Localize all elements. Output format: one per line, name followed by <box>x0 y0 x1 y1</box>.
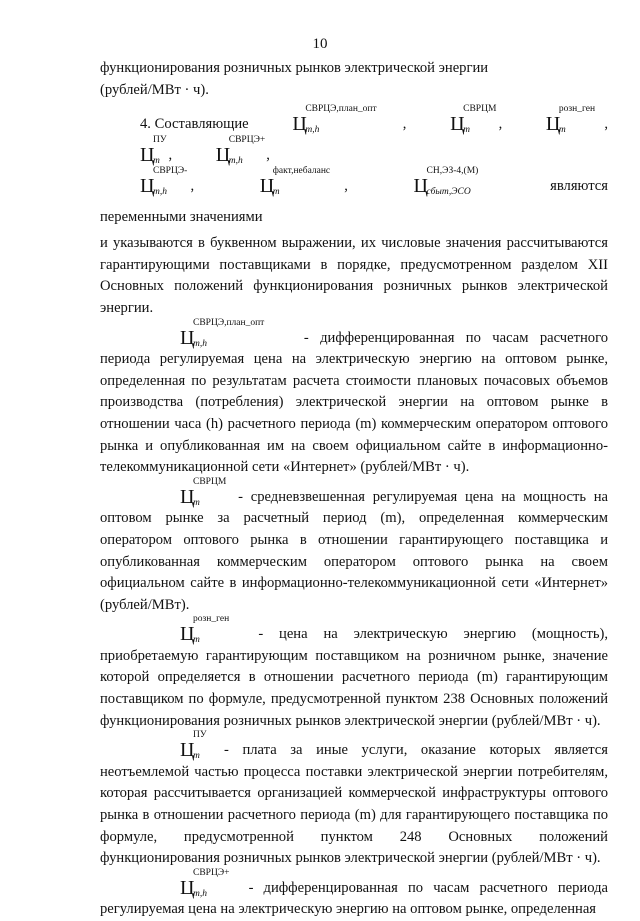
symbol-sub: m <box>463 125 470 136</box>
symbol-s5 <box>176 135 266 167</box>
symbol-s5-def <box>140 867 238 899</box>
definition-text: - дифференцированная по часам расчетного периода регулируемая цена на электрическую энергию на оптовом рынке, определенная по результатам расчета стоимости плановых почасовых объемов производства (потребления) электрической энергии на оптовом рынке в отношении часа (h) расчетного периода (m) коммерческим оператором оптового рынка и опубликованная им на своем официальном сайте в информационно-телекоммуникационной сети «Интернет» (рублей/МВт · ч). <box>100 329 609 476</box>
symbol-sub: m <box>193 751 200 762</box>
symbol-s4 <box>100 135 168 167</box>
symbol-sub: m <box>193 635 200 646</box>
text-line: являются переменными значениями <box>100 178 608 226</box>
symbol-sup: СВРЦЭ- <box>153 166 188 177</box>
symbol-sup: факт,небаланс <box>272 166 331 177</box>
symbol-sub: m <box>193 497 200 508</box>
symbol-sub: m,h <box>193 338 207 349</box>
symbol-sub: m,h <box>305 125 320 136</box>
symbol-base: Ц <box>180 485 195 508</box>
document-body <box>100 58 608 921</box>
symbol-sup: ПУ <box>153 135 167 146</box>
symbol-s1 <box>252 104 402 136</box>
symbol-base: Ц <box>180 876 195 899</box>
text-line: (рублей/МВт · ч). <box>100 81 209 98</box>
symbol-sub: m <box>558 125 566 136</box>
text-line: 4. Составляющие <box>140 116 249 133</box>
symbol-sup: СВРЦЭ,план_опт <box>193 317 265 328</box>
symbol-s8 <box>374 166 486 198</box>
definition-text: - цена на электрическую энергию (мощность), приобретаемую гарантирующим поставщиком на розничном рынке, значение которой определяется в отношении расчетного периода (m) гарантирующим поставщиком по формуле, предусмотренной пунктом 238 Основных положений функционирования розничных рынков электрической энергии (рублей/МВт · ч). <box>100 626 608 729</box>
symbol-base: Ц <box>215 144 231 167</box>
symbol-sup: СВРЦМ <box>193 476 227 487</box>
symbol-base: Ц <box>450 113 465 136</box>
symbol-sub: m,h <box>153 187 167 198</box>
symbol-sup: СВРЦЭ+ <box>193 867 230 878</box>
definition-s5 <box>100 867 608 921</box>
paragraph-components: 4. Составляющие Ц СВРЦЭ,план_опт m,h , Ц СВРЦМ m , Ц розн_ген m , Ц ПУ m , Ц СВРЦЭ+ m,h , Ц СВРЦЭ- m,h , Ц факт,небаланс m , Ц СН,ЭЗ-4,(М) сбыт,ЭСО являются переменными значениями <box>100 104 609 226</box>
definition-s1 <box>100 317 609 479</box>
definition-s4 <box>100 730 608 870</box>
symbol-sup: СВРЦМ <box>463 104 497 115</box>
symbol-base: Ц <box>140 175 155 198</box>
symbol-s3-def <box>140 614 242 646</box>
symbol-sub: сбыт,ЭСО <box>426 187 471 198</box>
symbol-s6 <box>100 166 190 198</box>
symbol-sup: розн_ген <box>193 614 230 625</box>
symbol-sup: СН,ЭЗ-4,(М) <box>426 166 479 177</box>
symbol-sup: розн_ген <box>558 104 596 115</box>
symbol-base: Ц <box>140 144 155 167</box>
definition-s2 <box>100 476 608 617</box>
definition-s3 <box>100 614 608 732</box>
symbol-s1-def <box>140 317 292 349</box>
symbol-base: Ц <box>259 175 275 198</box>
symbol-sub: m <box>272 187 280 198</box>
symbol-base: Ц <box>180 326 195 349</box>
symbol-base: Ц <box>545 113 561 136</box>
symbol-s2 <box>410 104 498 136</box>
text-line: функционирования розничных рынков электрической энергии <box>100 60 489 76</box>
symbol-s4-def <box>140 730 210 762</box>
symbol-s2-def <box>140 476 230 508</box>
symbol-s7 <box>220 166 344 198</box>
symbol-sub: m,h <box>193 888 207 899</box>
symbol-s3 <box>506 104 604 136</box>
symbol-sub: m <box>153 156 160 167</box>
paragraph-intro <box>100 58 608 101</box>
definition-text: - дифференцированная по часам расчетного периода регулируемая цена на электрическую энергию на оптовом рынке, определенная <box>100 879 608 918</box>
symbol-base: Ц <box>180 739 195 762</box>
symbol-base: Ц <box>292 113 307 136</box>
page-number: 10 <box>312 36 328 52</box>
paragraph-components-cont: и указываются в буквенном выражении, их числовые значения рассчитываются гарантирующими поставщиками в порядке, предусмотренном разделом XII Основных положений функционирования розничных рынков электрической энергии. <box>100 235 608 316</box>
definition-text: - плата за иные услуги, оказание которых является неотъемлемой частью процесса поставки электрической энергии потребителям, которая рассчитывается организацией коммерческой инфраструктуры оптового рынка в отношении расчетного периода (m) для гарантирующего поставщика по формуле, предусмотренной пунктом 248 Основных положений функционирования розничных рынков электрической энергии (рублей/МВт · ч). <box>100 742 608 867</box>
symbol-sup: СВРЦЭ+ <box>228 135 266 146</box>
definition-text: - средневзвешенная регулируемая цена на мощность на оптовом рынке за расчетный период (m), определенная коммерческим оператором оптового рынка в отношении гарантирующего поставщика и опубликованная коммерческим оператором оптового рынка на своем официальном сайте в информационно-телекоммуникационной сети «Интернет» (рублей/МВт). <box>100 488 608 613</box>
symbol-sup: ПУ <box>193 730 207 741</box>
symbol-base: Ц <box>180 623 195 646</box>
symbol-sub: m,h <box>228 156 243 167</box>
symbol-sup: СВРЦЭ,план_опт <box>305 104 377 115</box>
symbol-base: Ц <box>413 175 428 198</box>
